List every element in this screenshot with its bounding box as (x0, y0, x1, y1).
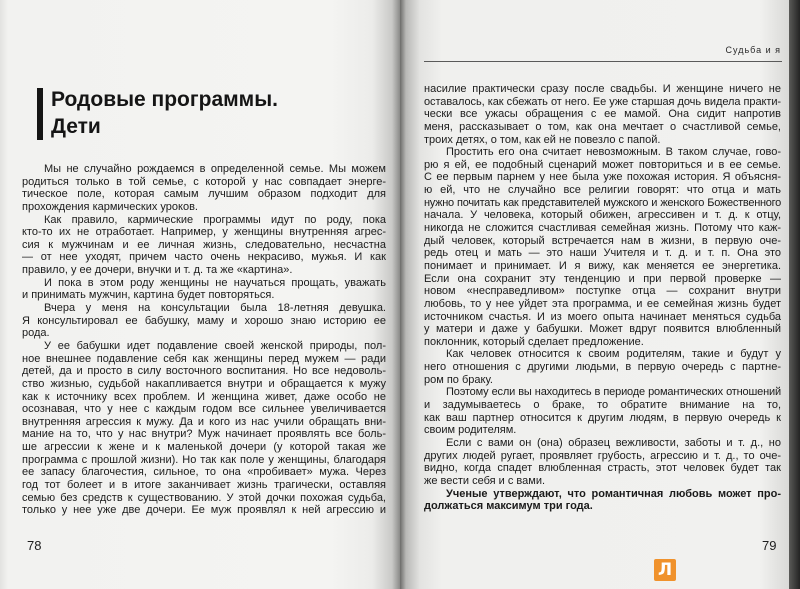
text-line: только у нее уже две дочери. Ее муж проявлял к ней агрессию и (22, 504, 386, 517)
text-line: Ученые утверждают, что романтичная любовь может про- (446, 487, 781, 500)
paragraph (424, 348, 781, 386)
text-line: понимает и принимает. И я вижу, как меняется ее энергетика. (424, 259, 781, 272)
text-line: Если с вами он (она) образец вежливости, заботы и т. д., но (446, 436, 781, 449)
text-line: своим родителям. (424, 424, 517, 437)
text-line: рода. (22, 327, 50, 340)
text-line: — от нее уходят, причем часто очень некрасиво, мужья. И как (22, 251, 386, 264)
right-page-text (424, 83, 781, 513)
text-line: поклонник, который сделает предложение. (424, 335, 644, 348)
text-line: программа с прошлой жизни). Но так как поле у женщины, благодаря (22, 453, 386, 466)
text-line: кто-то их не отработает. Например, у женщины внутренняя агрес- (22, 226, 386, 239)
text-line: как к источнику всех проблем. И женщина живет, даже особо не (22, 390, 386, 403)
text-line: видно, когда спадет влюбленная страсть, этот человек будет так (424, 462, 781, 475)
chapter-heading (51, 86, 278, 140)
text-line: и задумываетесь о браке, то обратите внимание на то, (424, 399, 781, 412)
text-line: других людей ругает, проявляет грубость, агрессию и т. д., то оче- (424, 449, 781, 462)
text-line: Вчера у меня на консультации была 18-летняя девушка. (44, 302, 386, 315)
watermark-logo: Л (654, 559, 676, 581)
text-line: У ее бабушки идет подавление своей женской природы, пол- (44, 339, 386, 352)
text-line: год тот болеет и в итоге заканчивает жизнь трагически, оставляя (22, 479, 386, 492)
text-line: и принимать мужчин, картина будет повторяться. (22, 289, 275, 302)
text-line: Как человек относится к своим родителям, такие и будут у (446, 348, 781, 361)
text-line: С ее первым парнем у нее была уже похожая история. Я объясня- (424, 171, 781, 184)
text-line: Мы не случайно рождаемся в определенной семье. Мы можем (44, 163, 386, 175)
text-line: должаться максимум три года. (424, 500, 593, 513)
text-line: нужно почитать как представителей мужского и женского Божественного (424, 196, 781, 209)
paragraph (22, 302, 386, 340)
header-rule (424, 61, 782, 62)
text-line: Я консультировал ее бабушку, маму и хорошо знаю историю ее (22, 314, 386, 327)
text-line: ю ей, что не случайно все религии говорят: что отца и мать (424, 184, 781, 197)
text-line: редь отец и мать — это наши Учителя и т. д. и т. п. Она это (424, 247, 781, 260)
text-line: ное внешнее подавление себя как женщины перед мужем — ради (22, 352, 386, 365)
text-line: ство жизнью, судьбой накапливается внутри и обращается к мужу (22, 377, 386, 390)
heading-line: Родовые программы. (51, 88, 278, 111)
text-line: прохождения кармических уроков. (22, 200, 198, 213)
paragraph (22, 340, 386, 517)
book-edge (789, 0, 800, 589)
text-line: правило, у ее дочери, внучки и т. д. та же «картина». (22, 264, 293, 277)
paragraph (424, 386, 781, 437)
text-line: начала. У человека, который обижен, агрессивен и т. д. к отцу, (424, 209, 781, 222)
left-page-text (22, 163, 386, 517)
text-line: мание на то, что у нас внутри? Муж начинает проявлять все боль- (22, 428, 386, 441)
text-line: Как правило, кармические программы идут по роду, пока (44, 213, 386, 226)
text-line: сия к мужчинам и ее личная жизнь, следовательно, несчастна (22, 238, 386, 251)
text-line: источником счастья. И из моего опыта начинает меняться судьба (424, 310, 781, 323)
text-line: насилие практически сразу после свадьбы. И женщине ничего не (424, 83, 781, 95)
text-line: него отношения с другими людьми, в первую очередь с партне- (424, 361, 781, 374)
running-head: Судьба и я (725, 45, 781, 55)
text-line: чески все ужасы обращения с ее мамой. Она сидит напротив (424, 108, 781, 121)
text-line: у матери и даже у бабушки. Может вдруг появится влюбленный (424, 323, 781, 336)
text-line: троих детях, о том, как ей не повезло с папой. (424, 133, 661, 146)
paragraph (22, 163, 386, 214)
text-line: Поэтому если вы находитесь в периоде романтических отношений (446, 386, 781, 399)
text-line: же вести себя и с вами. (424, 474, 546, 487)
text-line: осознавая, что у нее с каждым годом все сильнее увеличивается (22, 403, 386, 416)
text-line: рю я ей, ее подобный сценарий может повториться и в ее семье. (424, 158, 781, 171)
page-number-left: 78 (27, 538, 42, 553)
text-line: никогда не сложится счастливая семейная жизнь. Потому что каж- (424, 222, 781, 235)
text-line: родиться только в той семье, с которой у нас совпадает энерге- (22, 175, 386, 188)
text-line: Простить его она считает невозможным. В таком случае, гово- (446, 146, 781, 159)
paragraph (22, 277, 386, 302)
text-line: новом «несправедливом» поступке отца — сохранит внутри (424, 285, 781, 298)
text-line: дый человек, который встречается нам в жизни, в первую оче- (424, 234, 781, 247)
text-line: ром по браку. (424, 373, 493, 386)
paragraph (424, 146, 781, 348)
text-line: ше агрессии к жене и к маленькой дочери (у которой такая же (22, 441, 386, 454)
text-line: меня, рассказывает о том, как она мечтает о счастливой семье, (424, 120, 781, 133)
text-line: И пока в этом роду женщины не научаться прощать, уважать (44, 276, 386, 289)
paragraph (424, 437, 781, 488)
text-line: семью без средств к существованию. У этой дочки похожая судьба, (22, 491, 386, 504)
text-line: оставалось, как сбежать от него. Ее уже старшая дочь видела практи- (424, 95, 781, 108)
text-line: ее запасу благочестия, сильное, то она «пробивает» мужа. Через (22, 466, 386, 479)
heading-line: Дети (51, 115, 101, 138)
text-line: любовь, то у нее уйдет эта программа, и ее семейная жизнь будет (424, 297, 781, 310)
continued-paragraph (424, 83, 781, 146)
paragraph (424, 488, 781, 513)
page-number-right: 79 (762, 538, 777, 553)
text-line: внутренняя агрессия к мужу. Да и кого из нас учили обращать вни- (22, 415, 386, 428)
paragraph (22, 214, 386, 277)
text-line: Если она сохранит эту тенденцию и при первой проверке — (424, 272, 781, 285)
text-line: как ваш партнер относится к другим людям, в первую очередь к (424, 411, 781, 424)
text-line: детей, да и просто в силу восточного воспитания. Но все недоволь- (22, 365, 386, 378)
heading-bar (37, 88, 43, 140)
text-line: тическое поле, которая самым лучшим образом подходит для (22, 188, 386, 201)
